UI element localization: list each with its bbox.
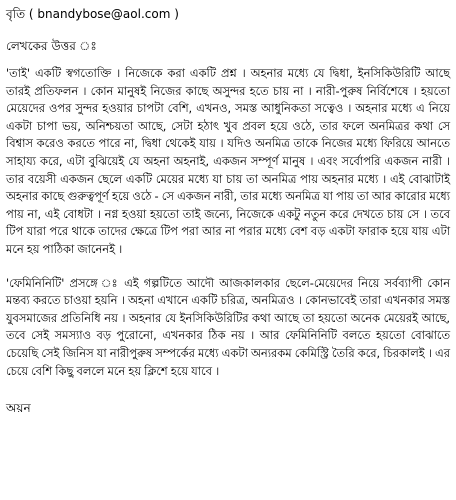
author-signoff: অয়ন	[6, 401, 31, 416]
reply-paragraph-2: 'ফেমিনিনিটি' প্রসঙ্গে ঃ এই গল্পটিতে আদৌ আজকালকার ছেলে-মেয়েদের নিয়ে সর্বব্যাপী কোন মন্তব্য করতে চাওয়া হয়নি । অহনা এখানে একটি চরিত্র, অনমিত্রও । কোনভাবেই তারা এখনকার সমস্ত যুবসমাজের প্রতিনিধি নয় । অহনার যে ইনসিকিউরিটির কথা আছে তা হয়তো অনেক মেয়েরই আছে, তবে সেই সমস্যাও বড় পুরোনো, এখনকার ঠিক নয় । আর ফেমিনিনিটি বলতে হয়তো বোঝাতে চেয়েছি সেই জিনিস যা নারীপুরুষ সম্পর্কের মধ্যে একটা অন্যরকম কেমিস্ট্রি তৈরি করে, চিরকালই । এর চেয়ে বেশি কিছু বললে মনে হয় ক্লিশে হয়ে যাবে ।	[6, 275, 450, 378]
author-reply-heading: লেখকের উত্তর ঃ	[6, 39, 97, 53]
sender-line: বৃতি ( bnandybose@aol.com )	[6, 7, 179, 21]
reply-paragraph-1: 'তাই' একটি স্বগতোক্তি । নিজেকে করা একটি প্রশ্ন । অহনার মধ্যে যে দ্বিধা, ইনসিকিউরিটি আছে তারই প্রতিফলন । কোন মানুষই নিজের কাছে অসুন্দর হতে চায় না । নারী-পুরুষ নির্বিশেষে । হয়তো মেয়েদের ওপর সুন্দর হওয়ার চাপটা বেশি, এখনও, সমস্ত আধুনিকতা সত্বেও । অহনার মধ্যে এ নিয়ে একটা চাপা ভয়, অনিশ্চয়তা আছে, সেটা হঠাৎ খুব প্রবল হয়ে ওঠে, তার ফলে অনমিত্রর কথা সে বিশ্বাস করেও করতে পারে না, দ্বিধা থেকেই যায় । যদিও অনমিত্র তাকে নিজের মধ্যে ফিরিয়ে আনতে সাহায্য করে, এটা বুঝিয়েই যে অহনা অহনাই, একজন সম্পূর্ণ মানুষ । এবং সর্বোপরি একজন নারী । তার বয়েসী একজন ছেলে একটি মেয়ের মধ্যে যা চায় তা অনমিত্র পায় অহনার মধ্যে । এই বোঝাটাই অহনার কাছে গুরুত্বপূর্ণ হয়ে ওঠে - সে একজন নারী, তার মধ্যে অনমিত্র যা পায় তা আর কারোর মধ্যে পায় না, এই বোধটা । নগ্ন হওয়া হয়তো তাই জন্যে, নিজেকে একটু নতুন করে দেখতে চায় সে । তবে টিপ যারা পরে থাকে তাদের ক্ষেত্রে টিপ পরা আর না পরার মধ্যে বেশ বড় একটা ফারাক হয়ে যায় এটা মনে হয় পাঠিকা জানেনই ।	[6, 66, 450, 256]
